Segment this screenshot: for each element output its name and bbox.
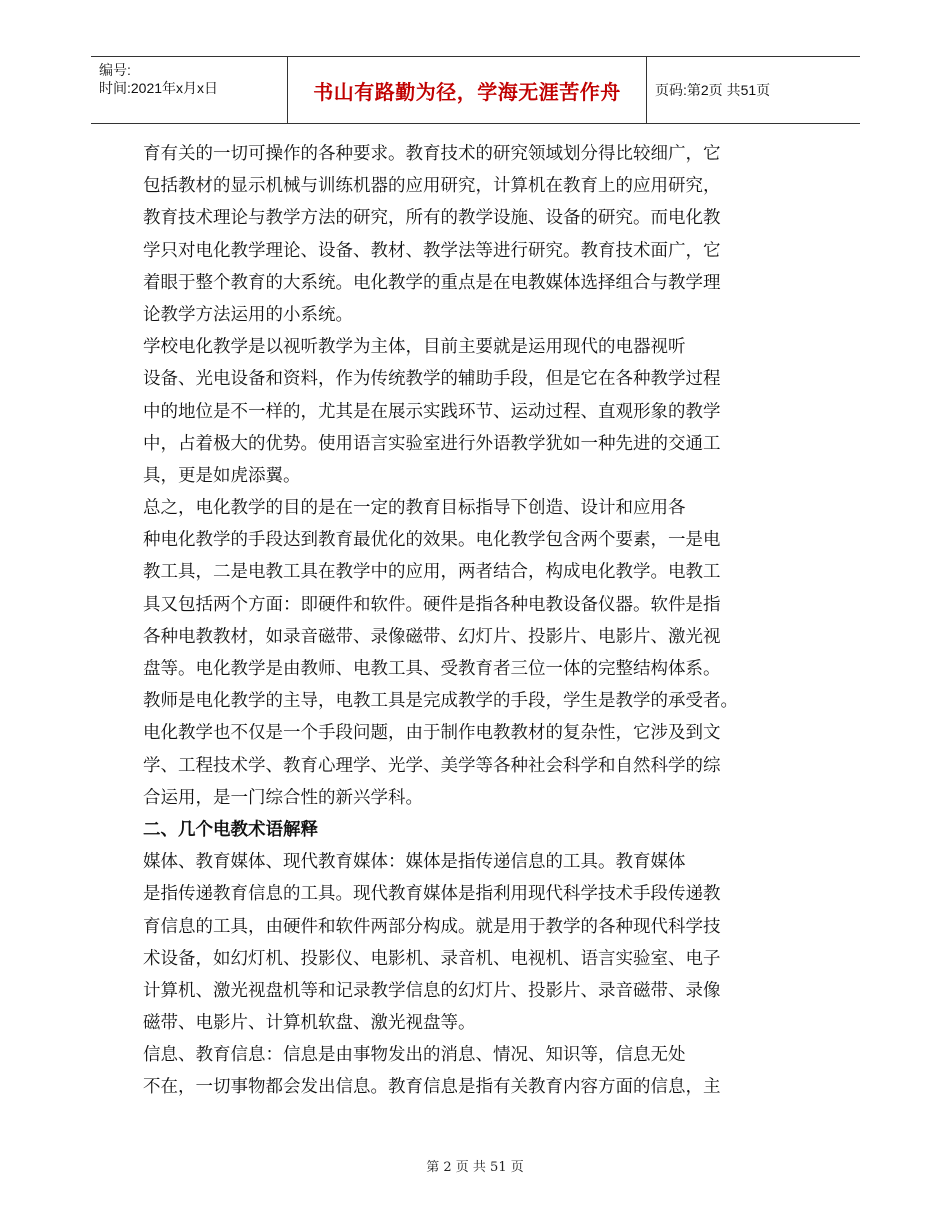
body-line: 磁带、电影片、计算机软盘、激光视盘等。 — [143, 1013, 476, 1034]
header-motto: 书山有路勤为径，学海无涯苦作舟 — [313, 79, 621, 104]
body-line: 不在，一切事物都会发出信息。教育信息是指有关教育内容方面的信息，主 — [143, 1077, 721, 1098]
body-line: 设备、光电设备和资料，作为传统教学的辅助手段，但是它在各种教学过程 — [143, 369, 721, 390]
body-line: 教师是电化教学的主导，电教工具是完成教学的手段，学生是教学的承受者。 — [143, 691, 738, 712]
body-line: 学只对电化教学理论、设备、教材、教学法等进行研究。教育技术面广，它 — [143, 240, 721, 261]
body-line: 各种电教教材，如录音磁带、录像磁带、幻灯片、投影片、电影片、激光视 — [143, 626, 721, 647]
header-time-label: 时间:2021年x月x日 — [99, 80, 219, 96]
body-line: 种电化教学的手段达到教育最优化的效果。电化教学包含两个要素，一是电 — [143, 530, 721, 551]
body-line: 媒体、教育媒体、现代教育媒体：媒体是指传递信息的工具。教育媒体 — [143, 852, 686, 873]
body-line: 合运用，是一门综合性的新兴学科。 — [143, 787, 423, 808]
body-line: 盘等。电化教学是由教师、电教工具、受教育者三位一体的完整结构体系。 — [143, 659, 721, 679]
document-header — [91, 56, 860, 124]
body-line: 信息、教育信息：信息是由事物发出的消息、情况、知识等，信息无处 — [143, 1045, 686, 1066]
body-line: 是指传递教育信息的工具。现代教育媒体是指利用现代科学技术手段传递教 — [143, 884, 721, 905]
header-number-label: 编号: — [99, 62, 131, 78]
body-line: 学校电化教学是以视听教学为主体，目前主要就是运用现代的电器视听 — [143, 337, 686, 358]
document-body — [143, 138, 783, 1104]
header-page-label: 页码:第2页 共51页 — [655, 82, 771, 98]
body-line: 教育技术理论与教学方法的研究，所有的教学设施、设备的研究。而电化教 — [143, 208, 721, 229]
body-line: 着眼于整个教育的大系统。电化教学的重点是在电教媒体选择组合与教学理 — [143, 272, 721, 293]
body-line: 计算机、激光视盘机等和记录教学信息的幻灯片、投影片、录音磁带、录像 — [143, 980, 721, 1001]
body-line: 总之，电化教学的目的是在一定的教育目标指导下创造、设计和应用各 — [143, 498, 686, 519]
body-line: 育有关的一切可操作的各种要求。教育技术的研究领域划分得比较细广，它 — [143, 144, 721, 164]
body-line: 论教学方法运用的小系统。 — [143, 304, 353, 325]
body-line: 育信息的工具，由硬件和软件两部分构成。就是用于教学的各种现代科学技 — [143, 916, 721, 937]
body-line: 中的地位是不一样的，尤其是在展示实践环节、运动过程、直观形象的教学 — [143, 401, 721, 422]
section-heading: 二、几个电教术语解释 — [143, 819, 318, 840]
body-line: 术设备，如幻灯机、投影仪、电影机、录音机、电视机、语言实验室、电子 — [143, 948, 721, 969]
body-line: 学、工程技术学、教育心理学、光学、美学等各种社会科学和自然科学的综 — [143, 755, 721, 776]
body-line: 教工具，二是电教工具在教学中的应用，两者结合，构成电化教学。电教工 — [143, 562, 721, 583]
header-meta — [91, 57, 287, 123]
page-footer: 第 2 页 共 51 页 — [426, 1160, 524, 1175]
body-line: 具，更是如虎添翼。 — [143, 465, 301, 486]
header-motto-cell — [287, 57, 647, 123]
body-line: 具又包括两个方面：即硬件和软件。硬件是指各种电教设备仪器。软件是指 — [143, 594, 721, 615]
header-page-cell — [647, 57, 860, 123]
body-line: 包括教材的显示机械与训练机器的应用研究，计算机在教育上的应用研究， — [143, 176, 721, 197]
body-line: 电化教学也不仅是一个手段问题，由于制作电教教材的复杂性，它涉及到文 — [143, 723, 721, 744]
body-line: 中，占着极大的优势。使用语言实验室进行外语教学犹如一种先进的交通工 — [143, 433, 721, 454]
